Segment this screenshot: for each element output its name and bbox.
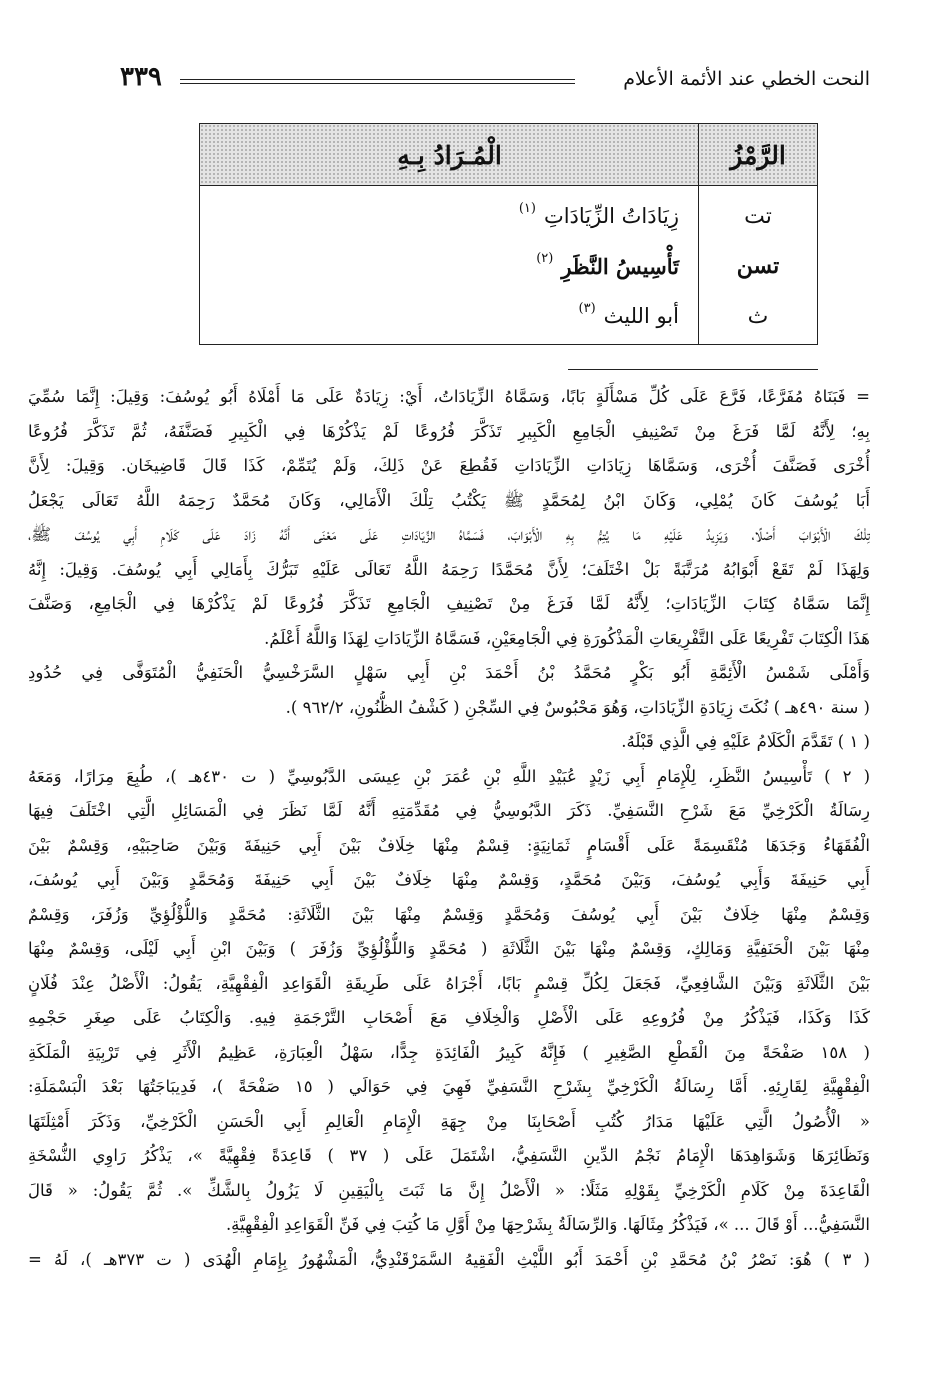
- footnote-line: أَبَا يُوسُفَ كَانَ يُمْلِي، وَكَانَ ابْنُ لِمُحَمَّدٍ ﷺ يَكْتُبُ تِلْكَ الْأَمَالِي، وَكَانَ مُحَمَّدٌ رَحِمَهُ اللَّهُ تَعَالَى يَجْعَلُ: [28, 490, 870, 510]
- footnote-marker: (١): [518, 200, 536, 216]
- footnote-line: ( ٢ ) تَأْسِيسُ النَّظَرِ، لِلْإِمَامِ أَبِي زَيْدٍ عُبَيْدِ اللَّهِ بْنِ عُمَرَ بْنِ عِيسَى الدَّبُوسِيِّ ( ت ٤٣٠هـ )، طُبِعَ مِرَارًا، وَمَعَهُ: [28, 766, 870, 786]
- table-row: [200, 290, 817, 342]
- footnote-line: كَذَا وَكَذَا، فَيَذْكُرُ مِنْ فُرُوعِهِ عَلَى الْأَصْلِ وَالْخِلَافِ مَعَ أَصْحَابِ التَّرْجَمَةِ فِيهِ. وَالْكِتَابُ عَلَى صِغَرِ حَجْمِهِ: [28, 1008, 870, 1027]
- row-code: ث: [747, 303, 769, 329]
- footnote-line: ( سنة ٤٩٠هـ ) نُكَتَ زِيَادَةِ الزِّيَادَاتِ، وَهُوَ مَحْبُوسٌ فِي السِّجْنِ ( كَشْفُ الظُّنُونِ، ٩٦٢/٢ ).: [285, 697, 870, 717]
- table-row: [200, 190, 817, 242]
- footnote-line: بَيْنَ الثَّلَاثَةِ وَبَيْنَ الشَّافِعِيِّ، فَجَعَلَ لِكُلِّ قِسْمٍ بَابًا، أَجْرَاهُ عَلَى طَرِيقَةِ الْقَوَاعِدِ الْفِقْهِيَّةِ، يَقُولُ: الْأَصْلُ عِنْدَ فُلَانٍ: [28, 973, 870, 993]
- footnote-line: وَقِسْمٌ مِنْهَا خِلَافٌ بَيْنَ أَبِي يُوسُفَ وَمُحَمَّدٍ وَقِسْمٌ مِنْهَا بَيْنَ الثَّلَاثَةِ: مُحَمَّدٍ وَاللُّؤْلُؤِيِّ وَزُفَرَ، وَقِسْمٌ: [28, 904, 870, 924]
- footnote-line: الْفِقْهِيَّةِ لِقَارِئِهِ. أَمَّا رِسَالَةُ الْكَرْخِيِّ بِشَرْحِ النَّسَفِيِّ فَهِيَ فِي حَوَالَي ( ١٥ صَفْحَةً )، فَدِيبَاجَتُهَا بَعْدَ الْبَسْمَلَةِ:: [28, 1077, 870, 1096]
- table-row: [200, 240, 817, 292]
- footnote-line: ( ١٥٨ صَفْحَةً مِنَ الْقَطْعِ الصَّغِيرِ ) فَإِنَّهُ كَبِيرُ الْفَائِدَةِ جِدًّا، سَهْلُ الْعِبَارَةِ، عَظِيمُ الْأَثَرِ فِي تَرْبِيَةِ الْمَلَكَةِ: [28, 1042, 870, 1062]
- column-header-code: الرَّمْزُ: [730, 140, 786, 170]
- row-meaning-text: زِيَادَاتُ الزِّيَادَاتِ: [543, 204, 679, 228]
- footnote-line: رِسَالَةُ الْكَرْخِيِّ مَعَ شَرْحِ النَّسَفِيِّ. ذَكَرَ الدَّبُوسِيُّ فِي مُقَدِّمَتِهِ أَنَّهُ لَمَّا نَظَرَ فِي الْمَسَائِلِ الَّتِي اخْتَلَفَ فِيهَا: [28, 801, 870, 820]
- footnote-line: وَأَمْلَى شَمْسُ الْأَئِمَّةِ أَبُو بَكْرٍ مُحَمَّدُ بْنُ أَحْمَدَ بْنِ أَبِي سَهْلٍ السَّرَخْسِيُّ الْحَنَفِيُّ الْمُتَوَفَّى فِي حُدُودِ: [28, 663, 870, 682]
- footnote-line: تِلْكَ الْأَبْوَابَ أَصْلًا، وَيَزِيدُ عَلَيْهِ مَا يُتِمُّ بِهِ الْأَبْوَابَ، فَسَمَّاهُ الزِّيَادَاتِ عَلَى مَعْنَى أَنَّهُ زَادَ عَلَى كَلَامِ أَبِي يُوسُفَ ﷺ،: [28, 525, 870, 544]
- footnote-line: الْفُقَهَاءُ وَجَدَهَا مُنْقَسِمَةً عَلَى أَقْسَامٍ ثَمَانِيَةٍ: قِسْمٌ مِنْهَا خِلَافٌ بَيْنَ أَبِي حَنِيفَةَ وَبَيْنَ صَاحِبَيْهِ، وَقِسْمٌ بَيْنَ: [28, 835, 870, 855]
- footnote-line: ( ٣ ) هُوَ: نَصْرُ بْنُ مُحَمَّدِ بْنِ أَحْمَدَ أَبُو اللَّيْثِ الْفَقِيهُ السَّمَرْقَنْدِيُّ، الْمَشْهُورُ بِإِمَامِ الْهُدَى ( ت ٣٧٣هـ )، لَهُ =: [28, 1249, 870, 1269]
- page-number: ٣٣٩: [120, 62, 162, 92]
- row-code: تسن: [736, 253, 780, 279]
- footnote-line: بِهِ؛ لِأَنَّهُ لَمَّا فَرَغَ مِنْ تَصْنِيفِ الْجَامِعِ الْكَبِيرِ تَذَكَّرَ فُرُوعًا لَمْ يَذْكُرْهَا فِي الْكَبِيرِ فَصَنَّفَهُ، ثُمَّ تَذَكَّرَ فُرُوعًا: [28, 421, 870, 441]
- footnote-line: = فَبَنَاهُ مُفَرَّعًا، فَرَّعَ عَلَى كُلِّ مَسْأَلَةٍ بَابًا، وَسَمَّاهُ الزِّيَادَاتُ، أَيْ: زِيَادَةٌ عَلَى مَا أَمْلَاهُ أَبُو يُوسُفَ: وَقِيلَ: إِنَّمَا سُمِّيَ: [28, 387, 870, 406]
- footnote-line: أَبِي حَنِيفَةَ وَأَبِي يُوسُفَ، وَبَيْنَ مُحَمَّدٍ، وَقِسْمٌ مِنْهَا خِلَافٌ بَيْنَ أَبِي حَنِيفَةَ وَمُحَمَّدٍ وَبَيْنَ أَبِي يُوسُفَ،: [28, 870, 870, 889]
- table-header: [200, 124, 817, 186]
- footnotes: [28, 380, 870, 1277]
- footnote-line: النَّسَفِيُّ... أَوْ قَالَ ... »، فَيَذْكُرُ مِثَالَهَا. وَالرِّسَالَةُ بِشَرْحِهَا مِنْ أَوَّلِ مَا كُتِبَ فِي فَنِّ الْقَوَاعِدِ الْفِقْهِيَّةِ.: [225, 1215, 870, 1234]
- footnote-line: أُخْرَى فَصَنَّفَ أُخْرَى، وَسَمَّاهَا زِيَادَاتِ الزِّيَادَاتِ فَقُطِعَ عَنْ ذَلِكَ، وَلَمْ يُتَمِّمْ، كَذَا قَالَ قَاضِيخَان. وَقِيلَ: لِأَنَّ: [28, 456, 870, 475]
- footnote-line: إِنَّمَا سَمَّاهُ كِتَابَ الزِّيَادَاتِ؛ لِأَنَّهُ لَمَّا فَرَغَ مِنْ تَصْنِيفِ الْجَامِعِ تَذَكَّرَ فُرُوعًا لَمْ يَذْكُرْهَا فِي الْجَامِعِ، وَصَنَّفَ: [28, 594, 870, 613]
- footnote-line: مِنْهَا بَيْنَ الْحَنَفِيَّةِ وَمَالِكٍ، وَقِسْمٌ مِنْهَا بَيْنَ الثَّلَاثَةِ ( مُحَمَّدٍ وَاللُّؤْلُؤِيِّ وَزُفَرَ ) وَبَيْنَ ابْنِ أَبِي لَيْلَى، وَقِسْمٌ مِنْهَا: [28, 939, 870, 958]
- header-rule: [180, 79, 575, 84]
- footnote-line: ( ١ ) تَقَدَّمَ الْكَلَامُ عَلَيْهِ فِي الَّذِي قَبْلَهُ.: [621, 732, 870, 751]
- footnote-marker: (٢): [536, 250, 554, 266]
- row-meaning: [519, 190, 679, 242]
- row-code: تت: [744, 203, 772, 229]
- header-title: النحت الخطي عند الأئمة الأعلام: [623, 68, 870, 90]
- footnote-line: وَلِهَذَا لَمْ تَقَعْ أَبْوَابُهُ مُرَتَّبَةً بَلْ اخْتَلَفَ؛ لِأَنَّ مُحَمَّدًا رَحِمَهُ اللَّهُ تَعَالَى عَلَيْهِ تَبَرُّكَ بِأَمَالِي أَبِي يُوسُفَ. وَقِيلَ: إِنَّهُ: [28, 559, 870, 579]
- row-meaning: [579, 290, 680, 342]
- row-meaning-text: تَأْسِيسُ النَّظَرِ: [561, 253, 679, 279]
- footnote-line: هَذَا الْكِتَابَ تَفْرِيعًا عَلَى التَّفْرِيعَاتِ الْمَذْكُورَةِ فِي الْجَامِعَيْنِ، فَسَمَّاهُ الزِّيَادَاتِ لِهَذَا وَاللَّهُ أَعْلَمُ.: [264, 628, 870, 648]
- row-meaning: [536, 240, 679, 292]
- footnote-marker: (٣): [578, 300, 596, 316]
- symbols-table: [199, 123, 818, 345]
- footnote-line: وَنَظَائِرَهَا وَشَوَاهِدَهَا الْإِمَامُ نَجْمُ الدِّينِ النَّسَفِيُّ، اشْتَمَلَ عَلَى ( ٣٧ ) قَاعِدَةً فِقْهِيَّةً »، يَذْكُرُ رَاوِي النُّسْخَةِ: [28, 1146, 870, 1165]
- column-header-meaning: الْمُـرَادُ بِـهِ: [397, 140, 502, 170]
- row-meaning-text: أبو الليث: [603, 304, 679, 328]
- footnote-line: « الْأُصُولُ الَّتِي عَلَيْهَا مَدَارُ كُتُبِ أَصْحَابِنَا مِنْ جِهَةِ الْإِمَامِ الْعَالِمِ أَبِي الْحَسَنِ الْكَرْخِيِّ، وَذَكَرَ أَمْثِلَتَهَا: [28, 1111, 870, 1131]
- running-header: [120, 60, 870, 100]
- footnote-separator: [568, 369, 818, 370]
- footnote-line: الْقَاعِدَةَ مِنْ كَلَامِ الْكَرْخِيِّ بِقَوْلِهِ مَثَلًا: « الْأَصْلُ إِنَّ مَا ثَبَتَ بِالْيَقِينِ لَا يَزُولُ بِالشَّكِّ ». ثُمَّ يَقُولُ: « قَالَ: [28, 1180, 870, 1200]
